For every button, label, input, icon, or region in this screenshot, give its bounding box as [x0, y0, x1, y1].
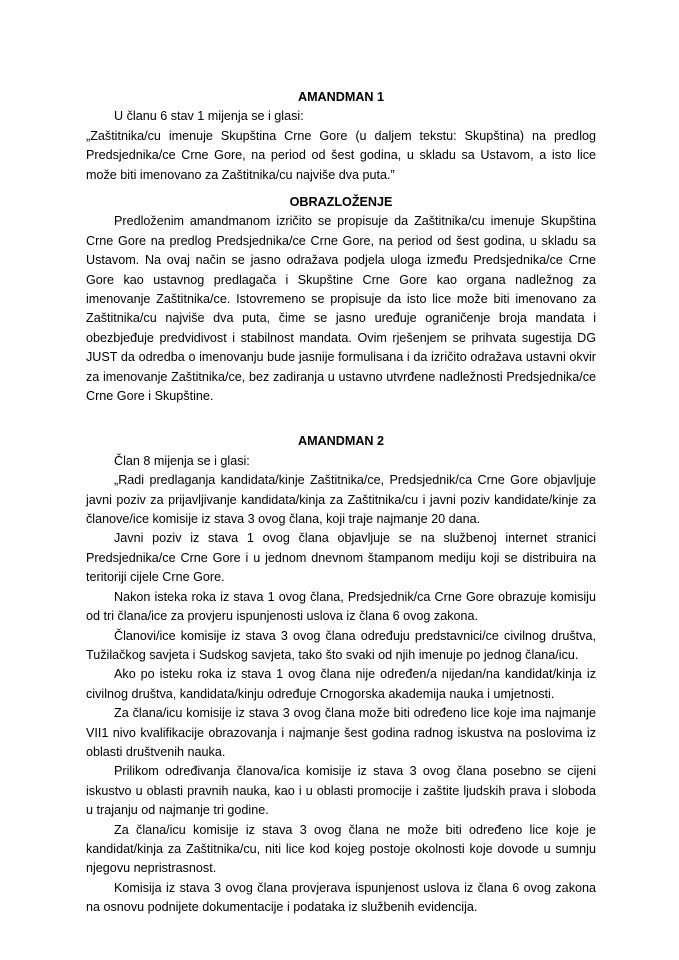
amendment-2-paragraph: „Radi predlaganja kandidata/kinje Zaštitnika/ce, Predsjednik/ca Crne Gore objavljuje javni poziv za prijavljivanje kandidata/kinja za Zaštitnika/cu i javni poziv kandidate/kinje za članove/ice komisije iz stava 3 ovog člana, koji traje najmanje 20 dana.: [86, 473, 596, 527]
amendment-1-intro: U članu 6 stav 1 mijenja se i glasi:: [114, 109, 304, 124]
amendment-2-title: AMANDMAN 2: [297, 434, 385, 449]
amendment-2-paragraph: Za člana/icu komisije iz stava 3 ovog člana ne može biti određeno lice koje je kandidat/kinja za Zaštitnika/cu, niti lice kod kojeg postoje okolnosti koje dovode u sumnju njegovu nepristrasnost.: [86, 822, 596, 876]
amendment-2-paragraph: Komisija iz stava 3 ovog člana provjerava ispunjenost uslova iz člana 6 ovog zakona na osnovu podnijete dokumentacije i podataka iz službenih evidencija.: [86, 880, 596, 915]
amendment-2-paragraph: Prilikom određivanja članova/ica komisije iz stava 3 ovog člana posebno se cijeni iskustvo u oblasti pravnih nauka, kao i u oblasti promocije i zaštite ljudskih prava i sloboda u trajanju od najmanje tri godine.: [86, 764, 596, 818]
amendment-2-intro: Član 8 mijenja se i glasi:: [114, 453, 250, 468]
amendment-2-paragraph: Članovi/ice komisije iz stava 3 ovog člana određuju predstavnici/ce civilnog društva, Tužilačkog savjeta i Sudskog savjeta, tako što svaki od njih imenuje po jednog člana/icu.: [86, 628, 596, 662]
amendment-1-text: „Zaštitnika/cu imenuje Skupština Crne Gore (u daljem tekstu: Skupština) na predlog Predsjednika/ce Crne Gore, na period od šest godina, u skladu sa Ustavom, a isto lice može biti imenovano za Zaštitnika/cu najviše dva puta.”: [86, 128, 596, 182]
justification-title: OBRAZLOŽENJE: [289, 195, 393, 210]
amendment-2-paragraph: Nakon isteka roka iz stava 1 ovog člana, Predsjednik/ca Crne Gore obrazuje komisiju od tri člana/ice za provjeru ispunjenosti uslova iz člana 6 ovog zakona.: [86, 589, 596, 624]
amendment-2-paragraph: Ako po isteku roka iz stava 1 ovog člana nije određen/a nijedan/na kandidat/kinja iz civilnog društva, kandidata/kinju određuje Crnogorska akademija nauka i umjetnosti.: [86, 667, 596, 701]
document-page: [86, 88, 596, 918]
amendment-2-paragraph: Javni poziv iz stava 1 ovog člana objavljuje se na službenoj internet stranici Predsjednika/ce Crne Gore i u jednom dnevnom štampanom mediju koji se distribuira na teritoriji cijele Crne Gore.: [86, 531, 596, 585]
amendment-1-title: AMANDMAN 1: [297, 90, 385, 104]
amendment-2-paragraph: Za člana/icu komisije iz stava 3 ovog člana može biti određeno lice koje ima najmanje VII1 nivo kvalifikacije obrazovanja i najmanje šest godina radnog iskustva na poslovima iz oblasti društvenih nauka.: [86, 706, 596, 759]
justification-text: Predloženim amandmanom izričito se propisuje da Zaštitnika/cu imenuje Skupština Crne Gore na predlog Predsjednika/ce Crne Gore, na period od šest godina, u skladu sa Ustavom. Na ovaj način se jasno odražava podjela uloga između Predsjednika/ce Crne Gore kao ustavnog predlagača i Skupštine Crne Gore kao organa nadležnog za imenovanje Zaštitnika/ce. Istovremeno se propisuje da isto lice može biti imenovano za Zaštitnika/cu najviše dva puta, čime se jasno uređuje ograničenje broja mandata i obezbjeđuje predvidivost i stabilnost mandata. Ovim rješenjem se prihvata sugestija DG JUST da odredba o imenovanju bude jasnije formulisana i da izričito odražava ustavni okvir za imenovanje Zaštitnika/ce, bez zadiranja u ustavno utvrđene nadležnosti Predsjednika/ce Crne Gore i Skupštine.: [86, 214, 596, 404]
